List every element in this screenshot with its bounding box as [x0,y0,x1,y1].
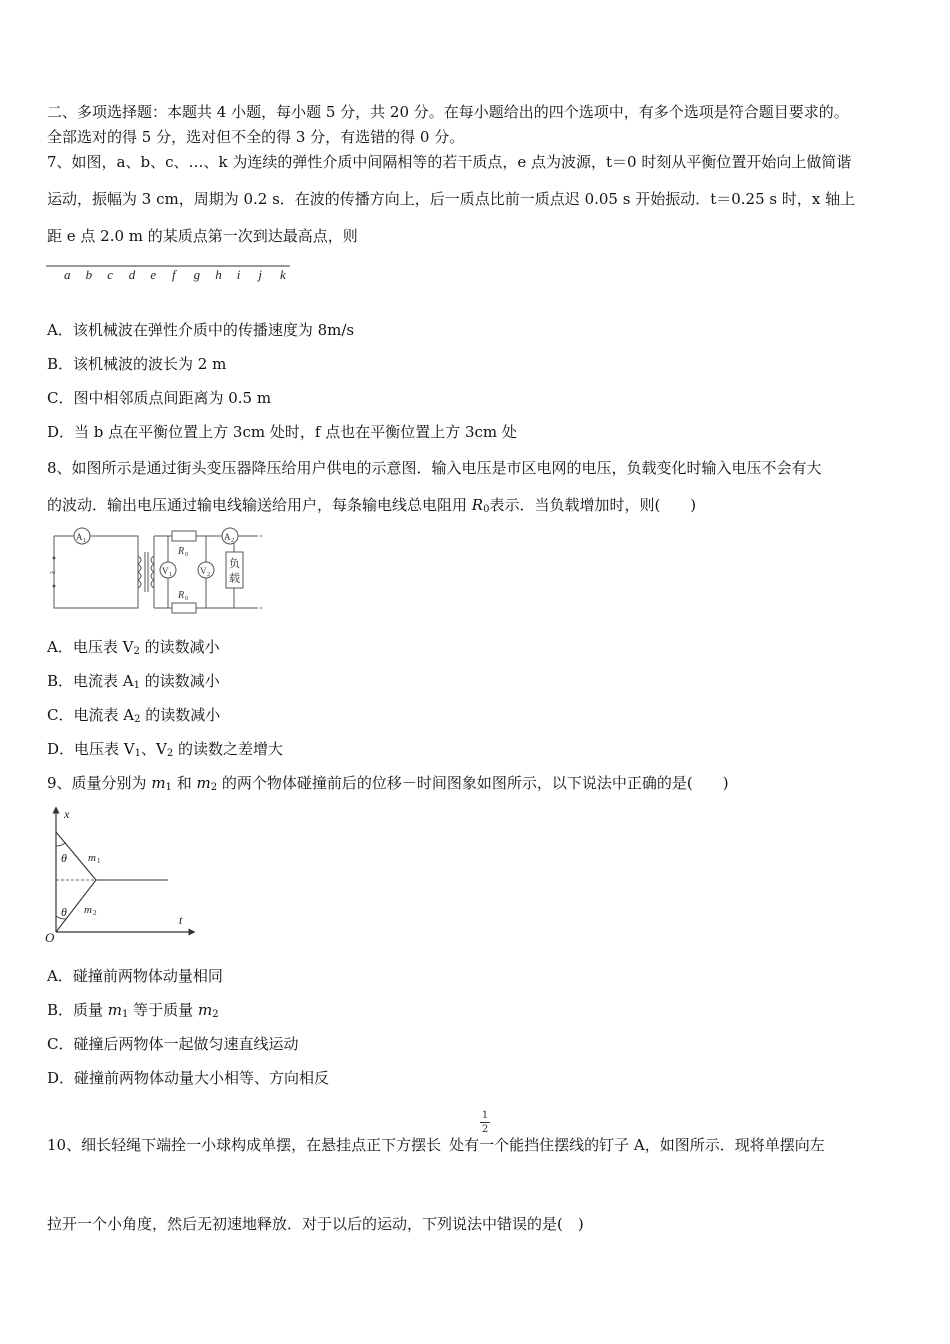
svg-text:R: R [178,546,185,557]
q8-stem-line-2: 的波动．输出电压通过输电线输送给用户，每条输电线总电阻用 $R_0$表示．当负载增加时，则( ) [47,496,697,515]
section-heading-line-1: 二、多项选择题：本题共 4 小题，每小题 5 分，共 20 分。在每小题给出的四个选项中，有多个选项是符合题目要求的。 [47,103,849,121]
q7-point-e: e [150,267,157,282]
q9-position-time-graph [44,804,200,944]
svg-text:0: 0 [185,596,188,602]
svg-text:m: m [88,852,96,864]
q7-point-i: i [236,267,241,282]
q8-option-b[interactable]: B．电流表 $A_1$ 的读数减小 [47,672,220,691]
svg-text:1: 1 [83,538,86,544]
svg-text:m: m [84,904,92,916]
q7-point-d: d [128,267,136,282]
q9-option-b[interactable]: B．质量 $m_1$ 等于质量 $m_2$ [47,1001,219,1020]
q7-option-a[interactable]: A．该机械波在弹性介质中的传播速度为 8m/s [47,321,355,339]
svg-text:V: V [200,566,207,576]
q9-stem: 9、质量分别为 $m_1$ 和 $m_2$ 的两个物体碰撞前后的位移－时间图象如图所示，以下说法中正确的是( ) [47,774,729,793]
q7-option-d[interactable]: D．当 b 点在平衡位置上方 3cm 处时，f 点也在平衡位置上方 3cm 处 [47,423,517,441]
svg-text:A: A [224,532,231,542]
svg-text:2: 2 [93,909,97,917]
svg-text:θ: θ [61,851,67,865]
q7-point-h: h [215,267,222,282]
svg-text:~: ~ [50,568,56,579]
svg-text:负: 负 [229,558,240,570]
q7-stem-line-2: 运动，振幅为 3 cm，周期为 0.2 s．在波的传播方向上，后一质点比前一质点迟 0.05 s 开始振动．t＝0.25 s 时，x 轴上 [47,190,856,208]
section-heading-line-2: 全部选对的得 5 分，选对但不全的得 3 分，有选错的得 0 分。 [47,128,465,146]
q7-stem-line-1: 7、如图，a、b、c、…、k 为连续的弹性介质中间隔相等的若干质点，e 点为波源，t＝0 时刻从平衡位置开始向上做简谐 [47,153,852,171]
q7-particle-diagram [44,260,294,284]
svg-text:2: 2 [231,538,234,544]
svg-text:V: V [162,566,169,576]
q8-option-d[interactable]: D．电压表 $V_1$、$V_2$ 的读数之差增大 [47,740,284,759]
q8-option-a[interactable]: A．电压表 $V_2$ 的读数减小 [47,638,220,657]
q7-point-j: j [258,267,263,282]
svg-text:1: 1 [169,572,172,578]
q7-point-a: a [64,267,71,282]
svg-text:0: 0 [185,552,188,558]
q9-option-d[interactable]: D．碰撞前两物体动量大小相等、方向相反 [47,1069,330,1087]
q9-option-a[interactable]: A．碰撞前两物体动量相同 [47,967,223,985]
q7-stem-line-3: 距 e 点 2.0 m 的某质点第一次到达最高点，则 [47,227,358,245]
svg-text:1: 1 [97,857,101,865]
svg-text:t: t [179,913,183,927]
q8-option-c[interactable]: C．电流表 $A_2$ 的读数减小 [47,706,221,725]
q8-circuit-diagram [44,524,266,616]
q7-point-f: f [172,267,176,282]
svg-text:A: A [76,532,83,542]
svg-text:R: R [178,590,185,601]
q7-point-k: k [280,267,286,282]
svg-text:θ: θ [61,905,67,919]
q9-option-c[interactable]: C．碰撞后两物体一起做匀速直线运动 [47,1035,299,1053]
q8-stem-line-1: 8、如图所示是通过街头变压器降压给用户供电的示意图．输入电压是市区电网的电压，负载变化时输入电压不会有大 [47,459,822,477]
q10-stem-line-2: 拉开一个小角度，然后无初速地释放．对于以后的运动，下列说法中错误的是( ) [47,1215,584,1233]
svg-text:载: 载 [229,573,240,585]
svg-text:O: O [45,930,55,944]
q7-option-c[interactable]: C．图中相邻质点间距离为 0.5 m [47,389,272,407]
svg-text:x: x [64,807,70,821]
q7-point-b: b [85,267,93,282]
q10-fraction: 1 2 [481,1110,489,1135]
q7-point-c: c [107,267,113,282]
q10-stem-line-1: 10、细长轻绳下端拴一小球构成单摆，在悬挂点正下方摆长 处有一个能挡住摆线的钉子 A，如图所示．现将单摆向左 [47,1136,825,1154]
svg-text:2: 2 [207,572,210,578]
q7-point-g: g [193,267,201,282]
q7-option-b[interactable]: B．该机械波的波长为 2 m [47,355,227,373]
